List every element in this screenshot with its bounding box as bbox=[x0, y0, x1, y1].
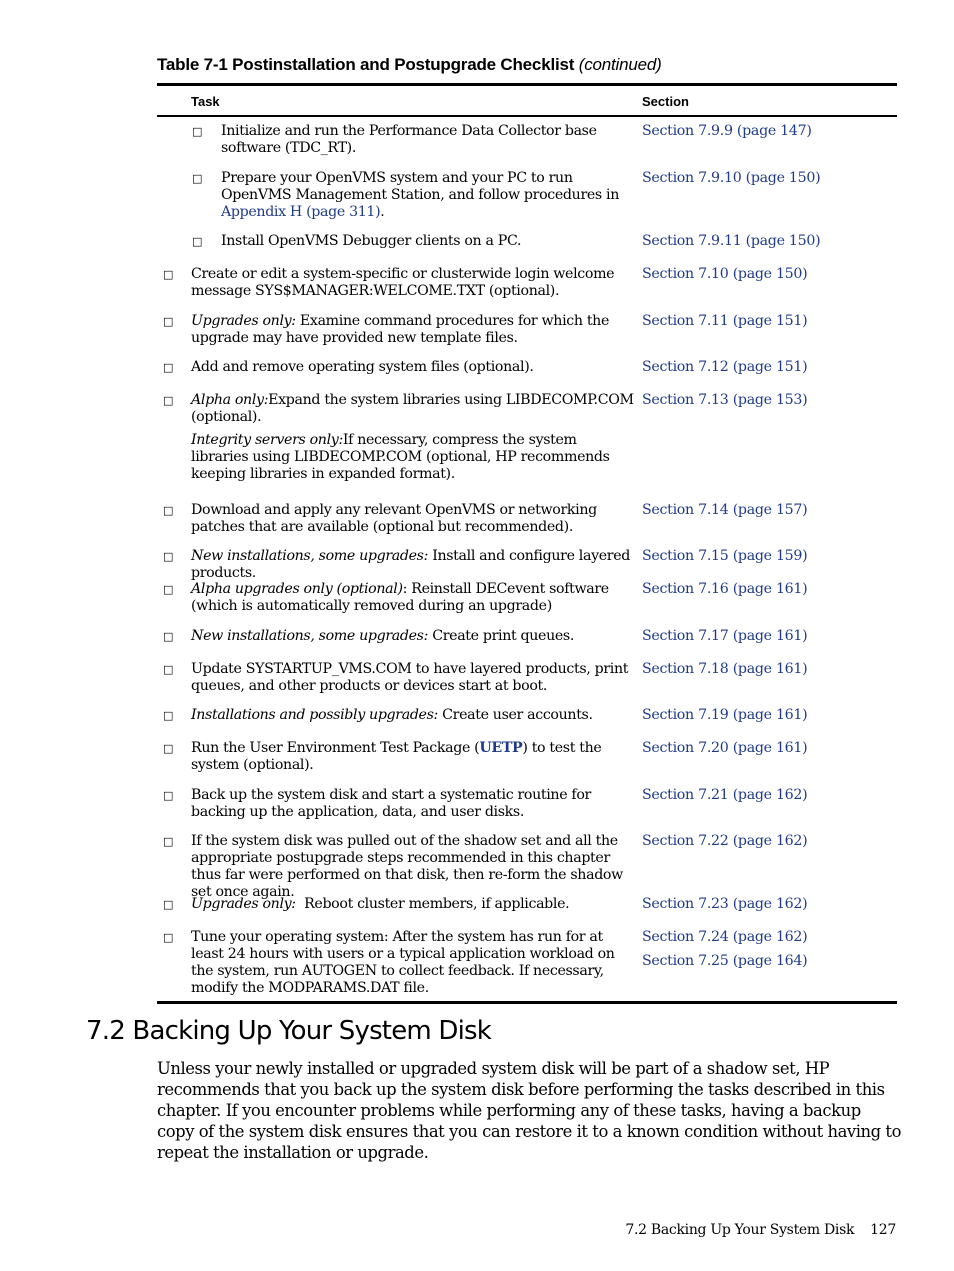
task-text: Install OpenVMS Debugger clients on a PC. bbox=[221, 233, 522, 249]
table-bottom-rule bbox=[157, 1001, 897, 1004]
section-link[interactable]: Section 7.21 (page 162) bbox=[642, 787, 808, 803]
section-link[interactable]: Section 7.19 (page 161) bbox=[642, 707, 808, 723]
table-top-rule bbox=[157, 83, 897, 86]
checkbox-icon[interactable]: □ bbox=[163, 361, 174, 374]
section-link[interactable]: Section 7.24 (page 162) bbox=[642, 929, 808, 945]
checkbox-icon[interactable]: □ bbox=[163, 898, 174, 911]
footer-title: 7.2 Backing Up Your System Disk bbox=[625, 1222, 855, 1238]
section-link[interactable]: Section 7.17 (page 161) bbox=[642, 628, 808, 644]
task-text: Add and remove operating system files (optional). bbox=[191, 359, 534, 375]
section-link[interactable]: Section 7.22 (page 162) bbox=[642, 833, 808, 849]
task-text: Tune your operating system: After the system has run for at least 24 hours with users or a typical application workload on the system, run AUTOGEN to collect feedback. If necessary, modify the MODPARAMS.DAT file. bbox=[191, 929, 615, 996]
section-link[interactable]: Section 7.12 (page 151) bbox=[642, 359, 808, 375]
checkbox-icon[interactable]: □ bbox=[163, 709, 174, 722]
task-text: Back up the system disk and start a systematic routine for backing up the application, data, and user disks. bbox=[191, 787, 591, 820]
caption-title: Table 7-1 Postinstallation and Postupgrade Checklist bbox=[157, 55, 575, 74]
section-link[interactable]: Section 7.9.11 (page 150) bbox=[642, 233, 821, 249]
section-heading: 7.2 Backing Up Your System Disk bbox=[86, 1016, 492, 1046]
section-link[interactable]: Section 7.14 (page 157) bbox=[642, 502, 808, 518]
task-text: Update SYSTARTUP_VMS.COM to have layered products, print queues, and other products or devices start at boot. bbox=[191, 661, 629, 694]
appendix-link[interactable]: Appendix H (page 311) bbox=[221, 204, 381, 220]
checkbox-icon[interactable]: □ bbox=[163, 504, 174, 517]
task-text: Installations and possibly upgrades: Create user accounts. bbox=[191, 707, 593, 723]
task-text: Run the User Environment Test Package (UETP) to test the system (optional). bbox=[191, 740, 602, 773]
checkbox-icon[interactable]: □ bbox=[192, 172, 203, 185]
task-text: Initialize and run the Performance Data Collector base software (TDC_RT). bbox=[221, 123, 597, 156]
checkbox-icon[interactable]: □ bbox=[163, 315, 174, 328]
checkbox-icon[interactable]: □ bbox=[163, 789, 174, 802]
task-text: New installations, some upgrades: Create print queues. bbox=[191, 628, 574, 644]
table-caption bbox=[157, 55, 662, 75]
checkbox-icon[interactable]: □ bbox=[192, 235, 203, 248]
checkbox-icon[interactable]: □ bbox=[163, 663, 174, 676]
column-header-task: Task bbox=[191, 94, 220, 109]
caption-suffix: (continued) bbox=[578, 55, 662, 74]
page-footer bbox=[625, 1222, 896, 1238]
checkbox-icon[interactable]: □ bbox=[163, 630, 174, 643]
section-link[interactable]: Section 7.16 (page 161) bbox=[642, 581, 808, 597]
task-text: Download and apply any relevant OpenVMS or networking patches that are available (optional but recommended). bbox=[191, 502, 597, 535]
checkbox-icon[interactable]: □ bbox=[192, 125, 203, 138]
task-text: Upgrades only: Examine command procedures for which the upgrade may have provided new template files. bbox=[191, 313, 610, 346]
body-paragraph: Unless your newly installed or upgraded system disk will be part of a shadow set, HP recommends that you back up the system disk before performing the tasks described in this chapter. If you encounter problems while performing any of these tasks, having a backup copy of the system disk ensures that you can restore it to a known condition without having to repeat the installation or upgrade. bbox=[157, 1059, 901, 1162]
section-link[interactable]: Section 7.18 (page 161) bbox=[642, 661, 808, 677]
task-text: Upgrades only: Reboot cluster members, if applicable. bbox=[191, 896, 570, 912]
task-text: If the system disk was pulled out of the shadow set and all the appropriate postupgrade steps recommended in this chapter thus far were performed on that disk, then re-form the shadow set once again. bbox=[191, 833, 623, 900]
uetp-link[interactable]: UETP bbox=[479, 740, 523, 756]
section-link[interactable]: Section 7.11 (page 151) bbox=[642, 313, 808, 329]
checkbox-icon[interactable]: □ bbox=[163, 550, 174, 563]
section-link[interactable]: Section 7.9.9 (page 147) bbox=[642, 123, 812, 139]
section-link[interactable]: Section 7.13 (page 153) bbox=[642, 392, 808, 408]
section-link[interactable]: Section 7.10 (page 150) bbox=[642, 266, 808, 282]
section-link[interactable]: Section 7.20 (page 161) bbox=[642, 740, 808, 756]
section-link[interactable]: Section 7.25 (page 164) bbox=[642, 953, 808, 969]
table-header-rule bbox=[157, 115, 897, 117]
page-number: 127 bbox=[870, 1222, 896, 1238]
task-text: Prepare your OpenVMS system and your PC to run OpenVMS Management Station, and follow procedures in Appendix H (page 311). bbox=[221, 170, 619, 220]
checkbox-icon[interactable]: □ bbox=[163, 583, 174, 596]
column-header-section: Section bbox=[642, 94, 689, 109]
section-link[interactable]: Section 7.23 (page 162) bbox=[642, 896, 808, 912]
section-link[interactable]: Section 7.15 (page 159) bbox=[642, 548, 808, 564]
task-text: Alpha only:Expand the system libraries using LIBDECOMP.COM (optional). bbox=[191, 392, 634, 425]
section-link[interactable]: Section 7.9.10 (page 150) bbox=[642, 170, 821, 186]
checkbox-icon[interactable]: □ bbox=[163, 394, 174, 407]
task-text: Alpha upgrades only (optional): Reinstall DECevent software (which is automatically removed during an upgrade) bbox=[191, 581, 609, 614]
task-text: New installations, some upgrades: Install and configure layered products. bbox=[191, 548, 630, 581]
checkbox-icon[interactable]: □ bbox=[163, 835, 174, 848]
checkbox-icon[interactable]: □ bbox=[163, 931, 174, 944]
task-text: Create or edit a system-specific or clusterwide login welcome message SYS$MANAGER:WELCOME.TXT (optional). bbox=[191, 266, 615, 299]
task-text-secondary: Integrity servers only:If necessary, compress the system libraries using LIBDECOMP.COM (optional, HP recommends keeping libraries in expanded format). bbox=[191, 432, 610, 482]
checkbox-icon[interactable]: □ bbox=[163, 742, 174, 755]
checkbox-icon[interactable]: □ bbox=[163, 268, 174, 281]
